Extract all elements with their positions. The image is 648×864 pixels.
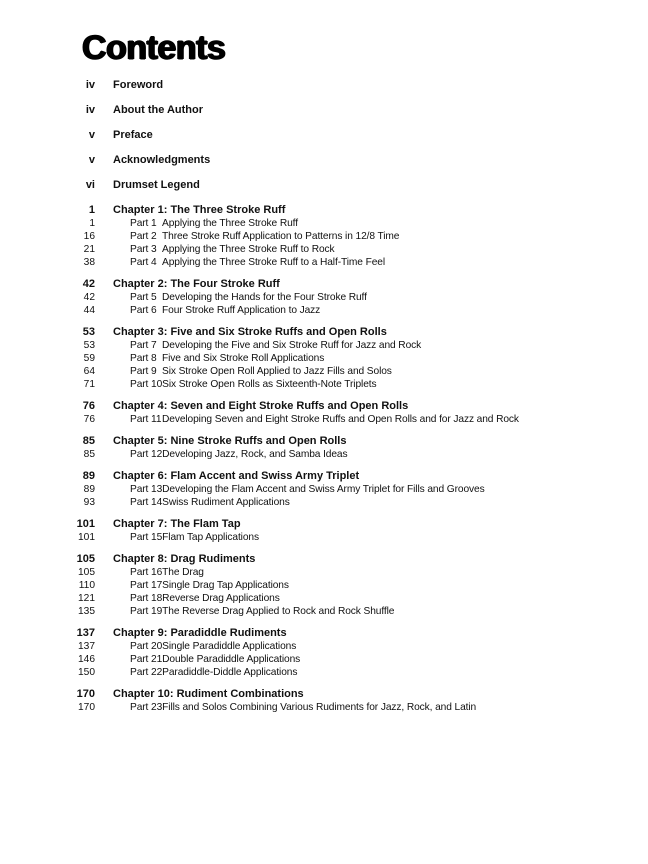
- part-content: [130, 666, 297, 679]
- page-number: v: [88, 129, 95, 141]
- part-row: [0, 256, 648, 269]
- part-page-number: 135: [78, 606, 95, 617]
- part-row: [0, 304, 648, 317]
- chapter-row: [0, 518, 648, 531]
- part-title: Developing Jazz, Rock, and Samba Ideas: [162, 449, 348, 460]
- chapter-row: [0, 553, 648, 566]
- chapter-title: Chapter 1: The Three Stroke Ruff: [113, 204, 286, 216]
- part-title: Four Stroke Ruff Application to Jazz: [162, 305, 321, 316]
- part-page-number: 38: [83, 257, 95, 268]
- part-content: [130, 448, 348, 461]
- part-content: [130, 483, 485, 496]
- part-content: [130, 496, 290, 509]
- part-title: Swiss Rudiment Applications: [162, 497, 290, 508]
- part-page-number: 71: [83, 379, 95, 390]
- chapter-row: [0, 470, 648, 483]
- part-row: [0, 339, 648, 352]
- part-content: [130, 230, 399, 243]
- part-content: [130, 256, 385, 269]
- part-page-number: 89: [83, 484, 95, 495]
- part-row: [0, 605, 648, 618]
- chapter-page-number: 1: [88, 204, 95, 216]
- part-row: [0, 496, 648, 509]
- part-label: Part 17: [130, 580, 163, 591]
- part-title: Reverse Drag Applications: [162, 593, 280, 604]
- chapter-row: [0, 400, 648, 413]
- front-matter-row: [0, 104, 648, 117]
- part-page-number: 76: [83, 414, 95, 425]
- part-title: Double Paradiddle Applications: [162, 654, 301, 665]
- part-content: [130, 592, 280, 605]
- chapter-title: Chapter 9: Paradiddle Rudiments: [113, 627, 287, 639]
- part-label: Part 4: [130, 257, 157, 268]
- part-title: Paradiddle-Diddle Applications: [162, 667, 298, 678]
- chapter-block: [0, 326, 648, 391]
- part-page-number: 121: [78, 593, 95, 604]
- part-content: [130, 653, 300, 666]
- chapter-page-number: 53: [82, 326, 95, 338]
- part-content: [130, 701, 476, 714]
- part-title: The Drag: [162, 567, 204, 578]
- part-row: [0, 352, 648, 365]
- part-title: Developing the Five and Six Stroke Ruff for Jazz and Rock: [162, 340, 422, 351]
- part-page-number: 1: [89, 218, 95, 229]
- chapter-block: [0, 400, 648, 426]
- chapter-block: [0, 688, 648, 714]
- part-label: Part 14: [130, 497, 163, 508]
- part-row: [0, 483, 648, 496]
- front-matter-label: About the Author: [113, 104, 204, 116]
- part-label: Part 23: [130, 702, 163, 713]
- part-page-number: 59: [83, 353, 95, 364]
- chapter-row: [0, 326, 648, 339]
- part-row: [0, 592, 648, 605]
- part-content: [130, 339, 421, 352]
- front-matter-label: Drumset Legend: [113, 179, 200, 191]
- part-label: Part 15: [130, 532, 163, 543]
- chapter-block: [0, 470, 648, 509]
- chapter-title: Chapter 4: Seven and Eight Stroke Ruffs and Open Rolls: [113, 400, 409, 412]
- chapter-title: Chapter 2: The Four Stroke Ruff: [113, 278, 280, 290]
- page-number: iv: [85, 79, 95, 91]
- page-title: Contents: [82, 29, 226, 67]
- part-page-number: 150: [78, 667, 95, 678]
- part-row: [0, 640, 648, 653]
- front-matter-label: Preface: [113, 129, 153, 141]
- page-number: iv: [85, 104, 95, 116]
- part-page-number: 101: [78, 532, 95, 543]
- part-row: [0, 365, 648, 378]
- chapter-page-number: 89: [82, 470, 95, 482]
- part-row: [0, 291, 648, 304]
- part-page-number: 146: [78, 654, 95, 665]
- part-row: [0, 243, 648, 256]
- part-label: Part 12: [130, 449, 163, 460]
- part-label: Part 22: [130, 667, 163, 678]
- chapter-page-number: 105: [76, 553, 95, 565]
- part-content: [130, 243, 335, 256]
- part-row: [0, 448, 648, 461]
- front-matter-row: [0, 129, 648, 142]
- front-matter-label: Foreword: [113, 79, 164, 91]
- part-content: [130, 352, 324, 365]
- part-page-number: 110: [78, 580, 95, 591]
- chapter-title: Chapter 7: The Flam Tap: [113, 518, 241, 530]
- part-content: [130, 579, 289, 592]
- part-page-number: 21: [83, 244, 95, 255]
- part-row: [0, 230, 648, 243]
- part-label: Part 7: [130, 340, 157, 351]
- part-content: [130, 217, 298, 230]
- part-label: Part 11: [130, 414, 162, 425]
- front-matter-row: [0, 154, 648, 167]
- part-row: [0, 413, 648, 426]
- part-page-number: 137: [78, 641, 95, 652]
- chapter-title: Chapter 5: Nine Stroke Ruffs and Open Rolls: [113, 435, 347, 447]
- part-title: Five and Six Stroke Roll Applications: [162, 353, 325, 364]
- chapter-page-number: 85: [82, 435, 95, 447]
- part-row: [0, 666, 648, 679]
- part-label: Part 5: [130, 292, 157, 303]
- chapter-row: [0, 688, 648, 701]
- part-title: Developing Seven and Eight Stroke Ruffs and Open Rolls and for Jazz and Rock: [162, 414, 519, 425]
- chapter-block: [0, 204, 648, 269]
- chapter-block: [0, 627, 648, 679]
- chapter-block: [0, 553, 648, 618]
- front-matter-row: [0, 179, 648, 192]
- part-label: Part 20: [130, 641, 163, 652]
- part-content: [130, 413, 519, 426]
- part-page-number: 16: [83, 231, 95, 242]
- part-row: [0, 653, 648, 666]
- part-label: Part 18: [130, 593, 163, 604]
- chapter-row: [0, 278, 648, 291]
- chapter-block: [0, 518, 648, 544]
- part-label: Part 8: [130, 353, 157, 364]
- chapter-row: [0, 627, 648, 640]
- part-title: Applying the Three Stroke Ruff to a Half-Time Feel: [162, 257, 386, 268]
- part-title: Three Stroke Ruff Application to Patterns in 12/8 Time: [162, 231, 400, 242]
- part-page-number: 93: [83, 497, 95, 508]
- part-content: [130, 605, 394, 618]
- part-label: Part 9: [130, 366, 157, 377]
- part-page-number: 42: [83, 292, 95, 303]
- front-matter-row: [0, 79, 648, 92]
- part-label: Part 21: [130, 654, 163, 665]
- part-title: Fills and Solos Combining Various Rudiments for Jazz, Rock, and Latin: [162, 702, 477, 713]
- chapter-page-number: 170: [76, 688, 95, 700]
- part-row: [0, 378, 648, 391]
- part-content: [130, 365, 392, 378]
- chapter-title: Chapter 10: Rudiment Combinations: [113, 688, 304, 700]
- chapter-page-number: 42: [82, 278, 95, 290]
- part-title: Applying the Three Stroke Ruff: [162, 218, 298, 229]
- part-label: Part 10: [130, 379, 163, 390]
- part-content: [130, 566, 204, 579]
- chapter-title: Chapter 8: Drag Rudiments: [113, 553, 256, 565]
- part-page-number: 64: [83, 366, 95, 377]
- part-content: [130, 378, 376, 391]
- part-page-number: 105: [78, 567, 95, 578]
- part-page-number: 44: [83, 305, 95, 316]
- front-matter-list: [0, 79, 648, 192]
- part-content: [130, 291, 367, 304]
- chapter-block: [0, 278, 648, 317]
- chapter-block: [0, 435, 648, 461]
- part-page-number: 85: [83, 449, 95, 460]
- part-row: [0, 566, 648, 579]
- part-label: Part 13: [130, 484, 163, 495]
- part-title: Developing the Hands for the Four Stroke Ruff: [162, 292, 367, 303]
- part-label: Part 2: [130, 231, 157, 242]
- part-title: Applying the Three Stroke Ruff to Rock: [162, 244, 335, 255]
- part-label: Part 16: [130, 567, 163, 578]
- chapter-title: Chapter 3: Five and Six Stroke Ruffs and Open Rolls: [113, 326, 387, 338]
- part-label: Part 6: [130, 305, 157, 316]
- part-row: [0, 579, 648, 592]
- chapter-row: [0, 435, 648, 448]
- part-page-number: 170: [78, 702, 95, 713]
- part-label: Part 1: [130, 218, 157, 229]
- part-title: Six Stroke Open Roll Applied to Jazz Fills and Solos: [162, 366, 392, 377]
- part-title: Single Paradiddle Applications: [162, 641, 297, 652]
- chapter-page-number: 137: [76, 627, 95, 639]
- chapter-title: Chapter 6: Flam Accent and Swiss Army Triplet: [113, 470, 360, 482]
- part-content: [130, 304, 320, 317]
- part-row: [0, 701, 648, 714]
- page-number: vi: [85, 179, 95, 191]
- chapter-page-number: 101: [76, 518, 95, 530]
- part-title: The Reverse Drag Applied to Rock and Rock Shuffle: [162, 606, 395, 617]
- chapter-row: [0, 204, 648, 217]
- part-title: Developing the Flam Accent and Swiss Army Triplet for Fills and Grooves: [162, 484, 485, 495]
- part-row: [0, 531, 648, 544]
- chapter-list: [0, 204, 648, 714]
- part-title: Flam Tap Applications: [162, 532, 259, 543]
- part-page-number: 53: [83, 340, 95, 351]
- part-content: [130, 531, 259, 544]
- part-title: Single Drag Tap Applications: [162, 580, 289, 591]
- part-content: [130, 640, 296, 653]
- page-number: v: [88, 154, 95, 166]
- part-row: [0, 217, 648, 230]
- chapter-page-number: 76: [82, 400, 95, 412]
- part-title: Six Stroke Open Rolls as Sixteenth-Note Triplets: [162, 379, 377, 390]
- part-label: Part 3: [130, 244, 157, 255]
- part-label: Part 19: [130, 606, 163, 617]
- front-matter-label: Acknowledgments: [113, 154, 211, 166]
